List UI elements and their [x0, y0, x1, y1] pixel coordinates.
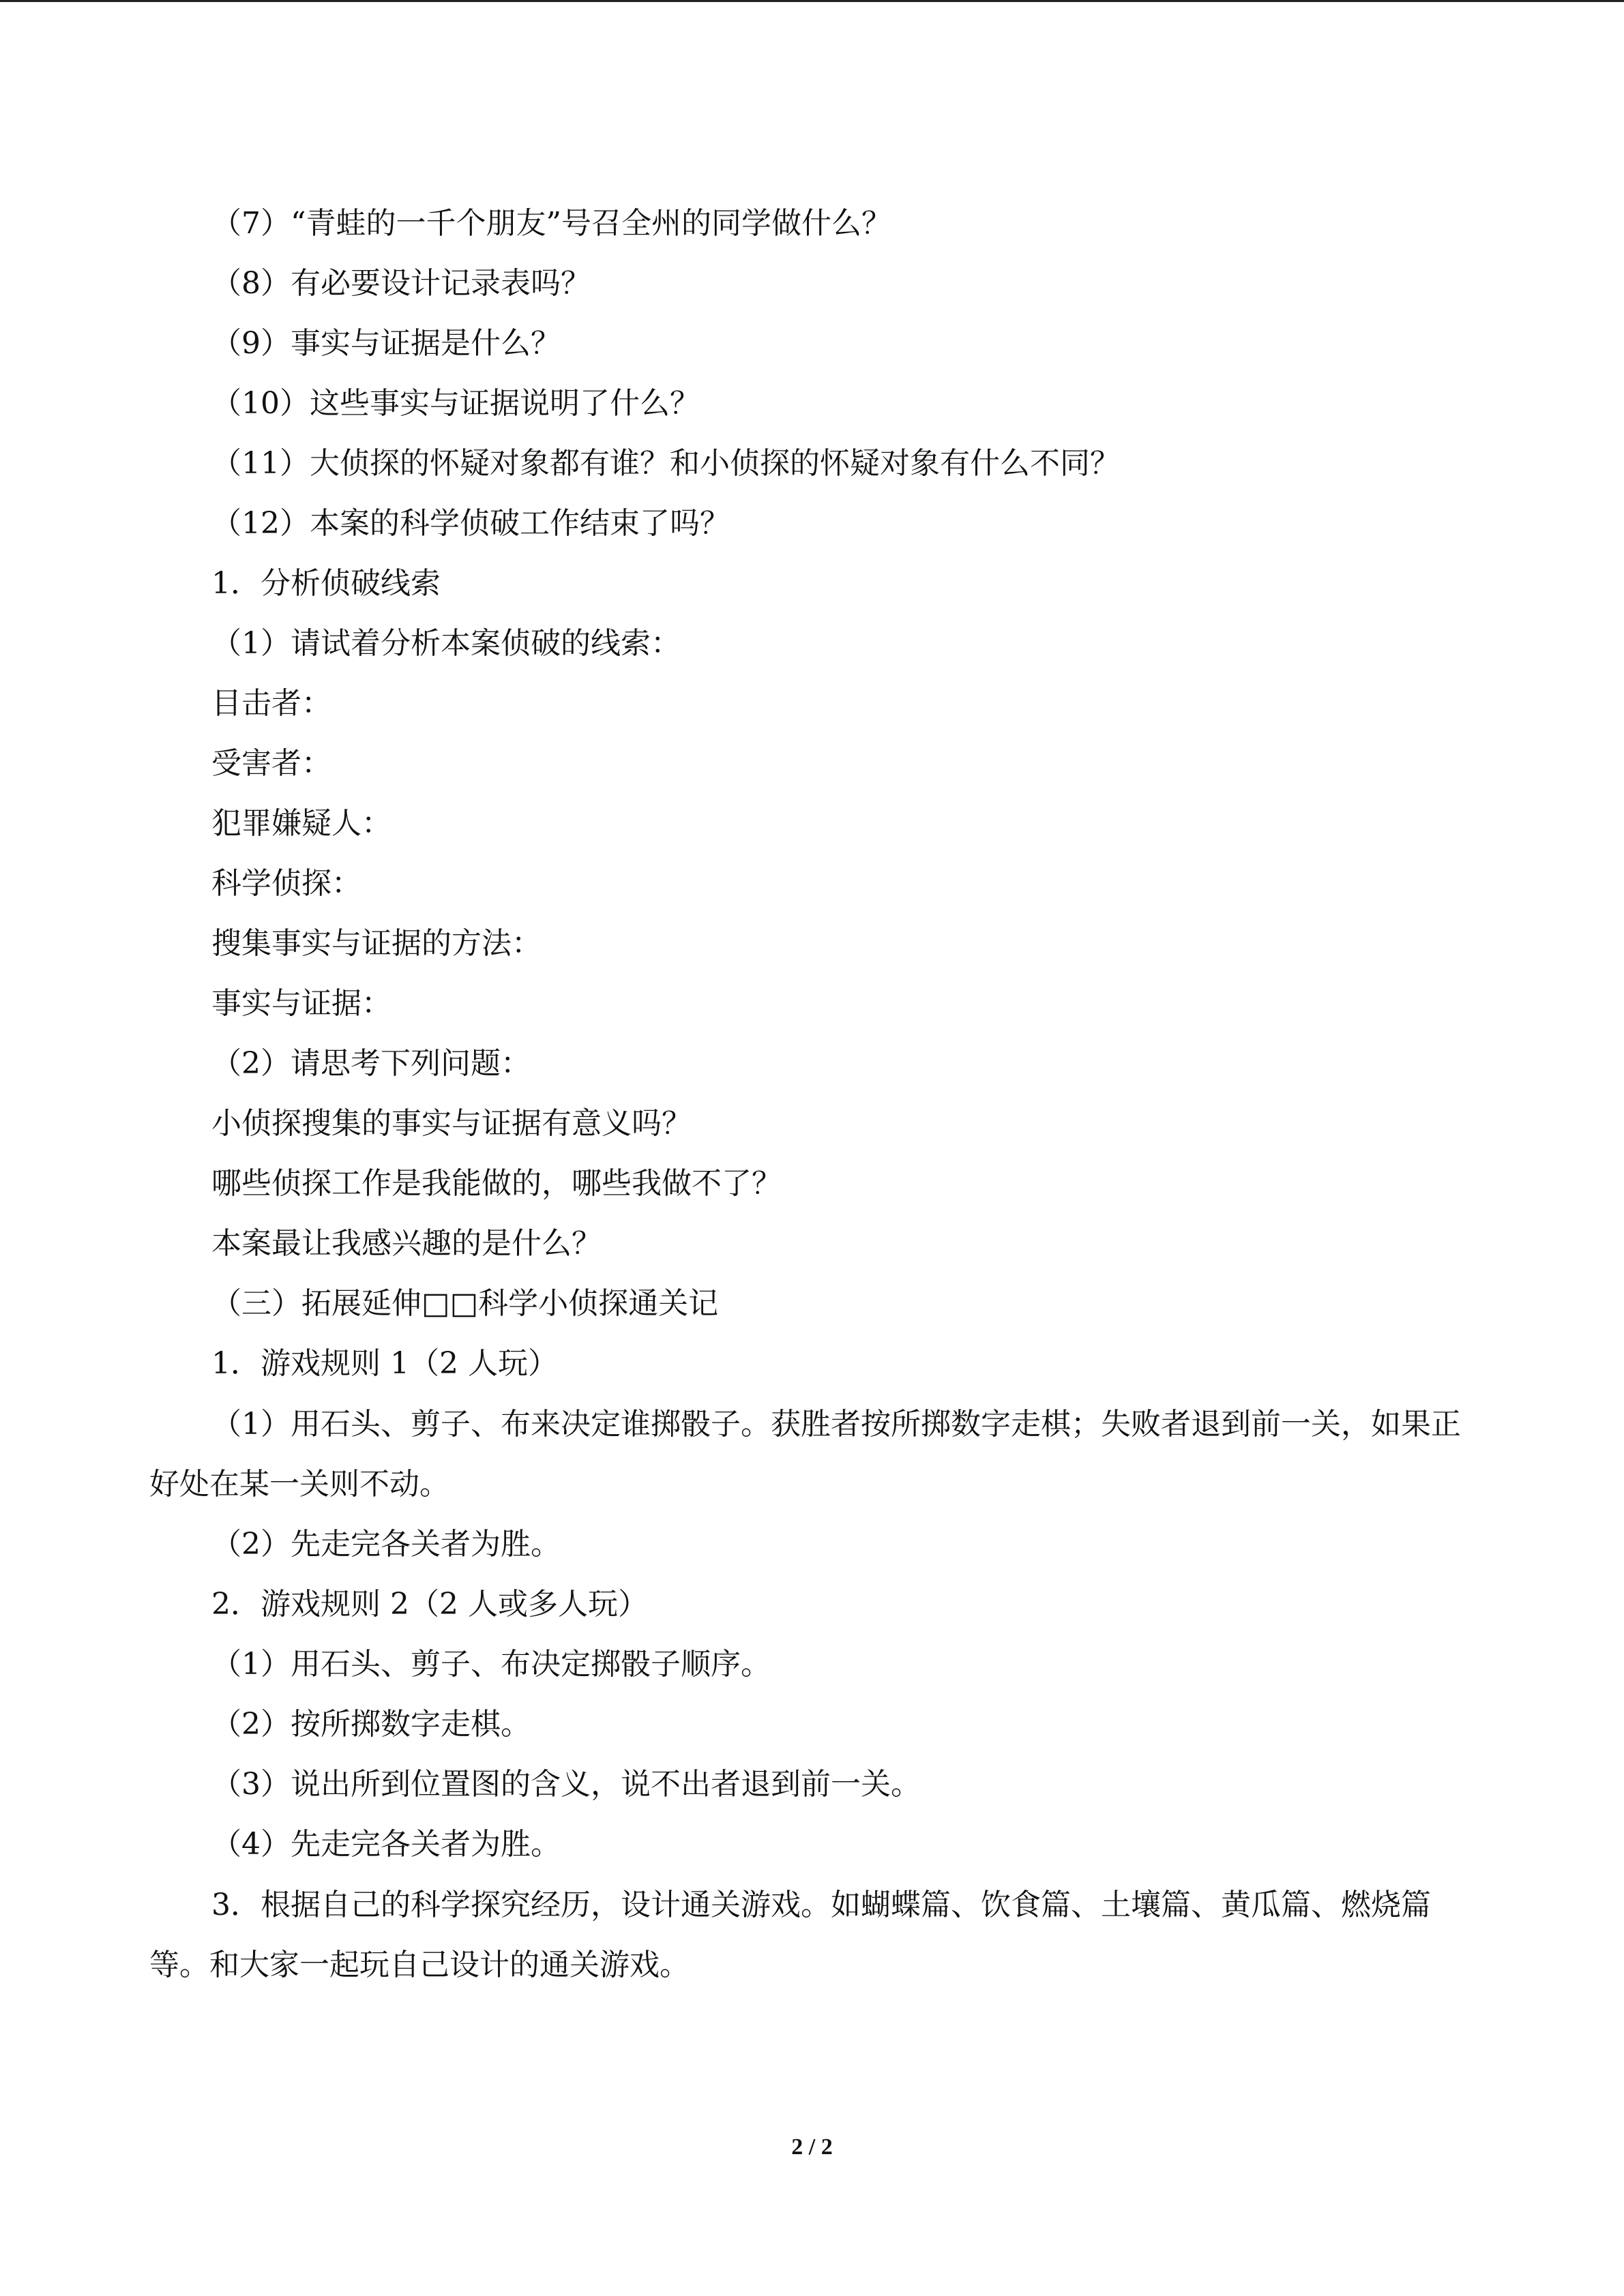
section-heading-extension: （三）拓展延伸□□科学小侦探通关记 [211, 1286, 719, 1321]
field-evidence-method: 搜集事实与证据的方法： [211, 926, 542, 961]
game-rule-2-step-2: （2）按所掷数字走棋。 [211, 1707, 531, 1742]
game-rule-2-heading: 2．游戏规则 2（2 人或多人玩） [211, 1587, 648, 1622]
field-detective: 科学侦探： [211, 866, 361, 901]
question-11: （11）大侦探的怀疑对象都有谁？和小侦探的怀疑对象有什么不同？ [211, 446, 1120, 481]
question-9: （9）事实与证据是什么？ [211, 326, 561, 361]
game-rule-1-step-1: （1）用石头、剪子、布来决定谁掷骰子。获胜者按所掷数字走棋；失败者退到前一关，如果正好处在某一关则不动。 [149, 1407, 1461, 1502]
section-heading-analysis: 1．分析侦破线索 [211, 566, 441, 601]
game-rule-1-heading: 1．游戏规则 1（2 人玩） [211, 1346, 558, 1381]
page-top-border [0, 0, 1624, 2]
game-rule-1-step-2: （2）先走完各关者为胜。 [211, 1527, 561, 1562]
design-game-task: 3．根据自己的科学探究经历，设计通关游戏。如蝴蝶篇、饮食篇、土壤篇、黄瓜篇、燃烧篇等。和大家一起玩自己设计的通关游戏。 [149, 1888, 1431, 1982]
page-number: 2 / 2 [791, 2134, 833, 2160]
field-witness: 目击者： [211, 686, 331, 721]
game-rule-2-step-3: （3）说出所到位置图的含义，说不出者退到前一关。 [211, 1767, 921, 1802]
analysis-prompt-2: （2）请思考下列问题： [211, 1046, 531, 1081]
field-evidence: 事实与证据： [211, 986, 392, 1021]
field-suspect: 犯罪嫌疑人： [211, 806, 392, 841]
reflection-question-2: 哪些侦探工作是我能做的，哪些我做不了？ [211, 1166, 782, 1201]
question-7: （7）“青蛙的一千个朋友”号召全州的同学做什么？ [211, 206, 891, 241]
analysis-prompt-1: （1）请试着分析本案侦破的线索： [211, 626, 681, 661]
field-victim: 受害者： [211, 746, 331, 781]
reflection-question-3: 本案最让我感兴趣的是什么？ [211, 1226, 602, 1261]
game-rule-2-step-4: （4）先走完各关者为胜。 [211, 1827, 561, 1862]
question-8: （8）有必要设计记录表吗？ [211, 266, 591, 301]
reflection-question-1: 小侦探搜集的事实与证据有意义吗？ [211, 1106, 692, 1141]
game-rule-2-step-1: （1）用石头、剪子、布决定掷骰子顺序。 [211, 1647, 771, 1682]
question-12: （12）本案的科学侦破工作结束了吗？ [211, 506, 730, 541]
question-10: （10）这些事实与证据说明了什么？ [211, 386, 700, 421]
